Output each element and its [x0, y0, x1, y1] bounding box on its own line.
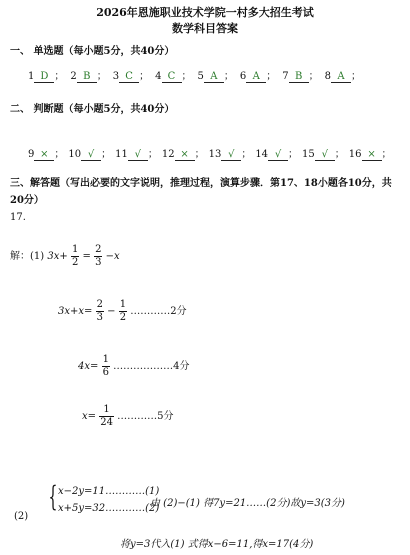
answer-item [349, 149, 392, 160]
answer-item [209, 149, 252, 160]
item-answer: √ [81, 149, 101, 161]
answer-item [70, 71, 106, 82]
answer-item [302, 149, 345, 160]
left-brace-icon: { [48, 480, 58, 513]
eq2-score: …………2分 [130, 306, 187, 317]
item-number: 11 [115, 149, 128, 160]
item-separator: ； [147, 149, 158, 160]
answer-item [115, 149, 158, 160]
item-answer: × [34, 149, 54, 161]
part2-label: (2) [14, 511, 29, 522]
item-number: 6 [239, 71, 247, 82]
item-number: 1 [28, 71, 35, 82]
solution-eq2: 3x+x= $\frac{2}{3}$ − $\frac{1}{2}$ …………2分 [58, 299, 187, 323]
item-number: 5 [197, 71, 204, 82]
final-substitution: 将y=3代入(1) 式得x−6=11,得x=17(4分) [120, 539, 314, 550]
answer-item [282, 71, 318, 82]
eq1-fraction-1: $\frac{1}{2}$ [71, 244, 79, 268]
item-number: 16 [348, 149, 362, 160]
item-number: 9 [28, 149, 35, 160]
item-separator: ； [308, 71, 319, 82]
solution-eq4: x= $\frac{1}{24}$ …………5分 [82, 404, 174, 428]
item-separator: ； [54, 71, 65, 82]
item-number: 12 [161, 149, 175, 160]
eq2-fraction-2: $\frac{1}{2}$ [119, 299, 127, 323]
item-separator: ； [381, 149, 392, 160]
solution-eq3: 4x= $\frac{1}{6}$ ………………4分 [78, 354, 190, 378]
item-separator: ； [334, 149, 345, 160]
item-number: 4 [155, 71, 162, 82]
item-answer: × [175, 149, 195, 161]
system-derivation: 由 (2)−(1) 得7y=21……(2分)故y=3(3分) [150, 498, 345, 509]
item-answer: A [204, 71, 224, 83]
item-number: 3 [112, 71, 120, 82]
section2-heading: 二、 判断题（每小题5分，共40分） [10, 104, 175, 115]
answer-item [28, 71, 64, 82]
item-answer: A [331, 71, 351, 83]
eq2-fraction-1: $\frac{2}{3}$ [96, 299, 103, 323]
item-number: 7 [282, 71, 289, 82]
question-17-number: 17. [10, 212, 26, 223]
item-separator: ； [181, 71, 192, 82]
item-number: 15 [302, 149, 315, 160]
system-line-1: x−2y=11…………(1) [58, 486, 160, 497]
exam-title: 2026年恩施职业技术学院一村多大招生考试 [96, 6, 314, 19]
answer-item [28, 149, 64, 160]
section1-heading: 一、 单选题（每小题5分，共40分） [10, 46, 175, 57]
section3-heading-line2: 20分） [10, 195, 44, 206]
answer-item [162, 149, 205, 160]
item-separator: ； [223, 71, 234, 82]
item-answer: √ [221, 149, 241, 161]
solution-eq1: 解：(1) 3x+ $\frac{1}{2}$ = $\frac{2}{3}$ −x [10, 244, 120, 268]
item-separator: ； [139, 71, 150, 82]
item-number: 14 [255, 149, 269, 160]
answer-item [240, 71, 276, 82]
eq3-fraction: $\frac{1}{6}$ [102, 354, 109, 378]
section3-heading-line1: 三、解答题（写出必要的文字说明，推理过程，演算步骤．第17、18小题各10分，共 [10, 178, 392, 189]
item-answer: × [362, 149, 382, 161]
item-answer: A [246, 71, 266, 83]
item-separator: ； [96, 71, 107, 82]
answer-item [255, 149, 298, 160]
item-answer: √ [315, 149, 335, 161]
section2-answers [28, 145, 396, 161]
item-separator: ； [194, 149, 205, 160]
answer-item [155, 71, 191, 82]
part1-label: 解：(1) [10, 251, 45, 262]
answer-item [198, 71, 234, 82]
eq4-fraction: $\frac{1}{24}$ [100, 404, 113, 428]
item-answer: √ [128, 149, 148, 161]
item-number: 13 [208, 149, 222, 160]
item-separator: ； [351, 71, 361, 82]
item-separator: ； [54, 149, 65, 160]
answer-item [325, 71, 361, 82]
item-answer: C [119, 71, 139, 83]
item-separator: ； [101, 149, 112, 160]
item-separator: ； [266, 71, 277, 82]
item-number: 10 [68, 149, 82, 160]
item-number: 2 [70, 71, 77, 82]
item-number: 8 [324, 71, 331, 82]
eq1-left: 3x+ [47, 251, 68, 262]
eq4-score: …………5分 [117, 411, 174, 422]
item-answer: B [77, 71, 97, 83]
answer-item [113, 71, 149, 82]
item-answer: B [289, 71, 309, 83]
item-separator: ； [241, 149, 252, 160]
item-answer: √ [268, 149, 288, 161]
item-answer: D [34, 71, 54, 83]
item-answer: C [162, 71, 182, 83]
system-line-2: x+5y=32…………(2) [58, 503, 160, 514]
item-separator: ； [288, 149, 299, 160]
answer-item [68, 149, 111, 160]
exam-subtitle: 数学科目答案 [172, 22, 238, 35]
section1-answers [28, 67, 367, 83]
eq3-score: ………………4分 [113, 361, 190, 372]
eq1-fraction-2: $\frac{2}{3}$ [95, 244, 102, 268]
